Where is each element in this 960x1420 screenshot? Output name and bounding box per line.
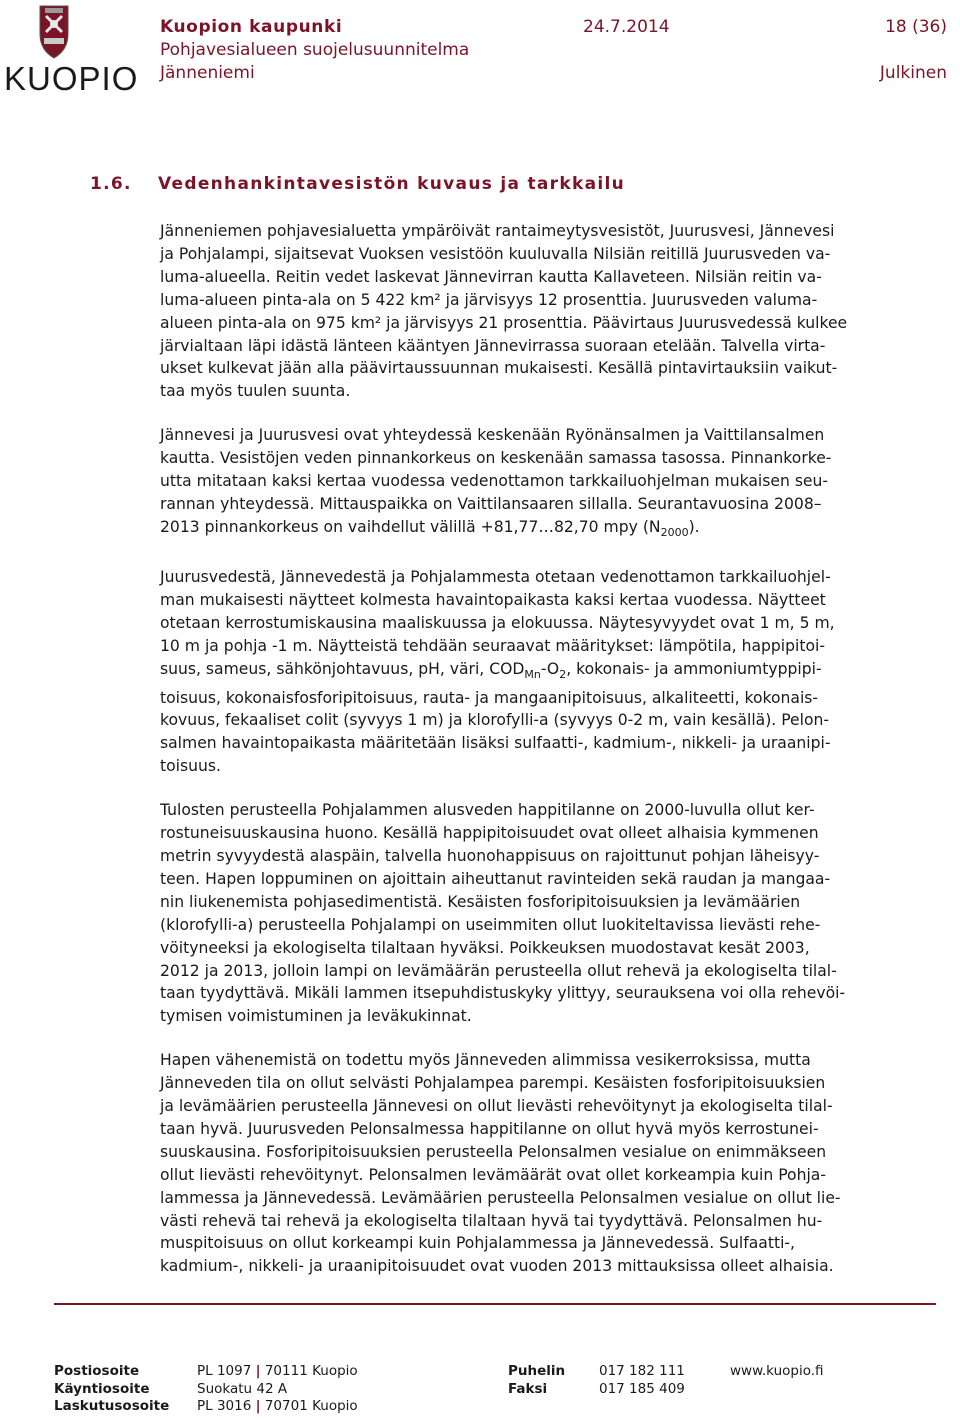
logo-wordmark: KUOPIO <box>4 60 139 97</box>
text-line: otetaan kerrostumiskausina maaliskuussa ja elokuussa. Näytesyvyydet ovat 1 m, 5 m, <box>160 613 835 632</box>
billing-city: 70701 Kuopio <box>264 1398 358 1414</box>
footer-contact-values <box>599 1363 685 1398</box>
body-paragraph <box>160 1049 940 1278</box>
text-line: luma-alueella. Reitin vedet laskevat Jännevirran kautta Kallaveteen. Nilsiän reitin va- <box>160 267 822 286</box>
body-paragraph <box>160 220 940 403</box>
text-line: taa myös tuulen suunta. <box>160 382 351 401</box>
postal-label: Postiosoite <box>54 1363 140 1379</box>
text-line: nin liukenemista pohjasedimentistä. Kesäisten fosforipitoisuuksien ja levämäärien <box>160 892 801 911</box>
footer-divider <box>54 1303 936 1305</box>
text-line: taan hyvä. Juurusveden Pelonsalmessa happitilanne on ollut hyvä myös kerrostunei- <box>160 1119 819 1138</box>
phone-number: 017 182 111 <box>599 1363 685 1379</box>
section-number: 1.6. <box>90 174 132 194</box>
text-line: kovuus, fekaaliset colit (syvyys 1 m) ja klorofylli-a (syvyys 0-2 m, vain kesällä). Pelon- <box>160 711 830 730</box>
city-crest-icon <box>34 4 74 60</box>
text-line: toisuus, kokonaisfosforipitoisuus, rauta- ja mangaanipitoisuus, alkaliteetti, kokonais- <box>160 688 819 707</box>
text-line: Jänneniemen pohjavesialuetta ympäröivät rantaimeytysvesistöt, Juurusvesi, Jännevesi <box>160 222 835 240</box>
website-link[interactable]: www.kuopio.fi <box>730 1363 824 1379</box>
text-line: metrin syvyydestä alaspäin, talvella huonohappisuus on rajoittunut pohjan läheisyy- <box>160 846 820 865</box>
text-line: ollut lievästi rehevöitynyt. Pelonsalmen levämäärät ovat ollet korkeampia kuin Pohja- <box>160 1165 826 1184</box>
text-line: ja Pohjalampi, sijaitsevat Vuoksen vesistöön kuuluvalla Nilsiän reitillä Juurusveden va- <box>160 244 831 263</box>
text-line: ukset kulkevat jään alla päävirtaussuunnan mukaisesti. Kesällä pintavirtauksiin vaikut- <box>160 359 838 378</box>
document-date: 24.7.2014 <box>583 17 670 37</box>
text-line: lammessa ja Jännevedessä. Levämäärien perusteella Pelonsalmen vesialue on ollut lie- <box>160 1188 841 1207</box>
text-line: teen. Hapen loppuminen on ajoittain aiheuttanut ravinteiden sekä raudan ja mangaa- <box>160 869 831 888</box>
fax-label: Faksi <box>508 1380 548 1397</box>
body-paragraph <box>160 799 940 1028</box>
visit-label: Käyntiosoite <box>54 1380 150 1397</box>
billing-label: Laskutusosoite <box>54 1398 170 1414</box>
text-line: Jänneveden tila on ollut selvästi Pohjalampea parempi. Kesäisten fosforipitoisuuksien <box>160 1074 826 1093</box>
text-line: Juurusvedestä, Jännevedestä ja Pohjalammesta otetaan vedenottamon tarkkailuohjel- <box>160 567 831 586</box>
footer-addresses: PL 1097 | 70111 Kuopio Suokatu 42 A PL 3016 | 70701 Kuopio <box>197 1363 358 1414</box>
text-line: 2013 pinnankorkeus on vaihdellut välillä +81,77…82,70 mpy $(N_{2000})$. <box>160 517 700 539</box>
postal-box: PL 1097 <box>197 1363 252 1379</box>
classification-label: Julkinen <box>879 63 947 83</box>
text-line: man mukaisesti näytteet kolmesta havaintopaikasta kaksi kertaa vuodessa. Näytteet <box>160 590 826 609</box>
page-number: 18 (36) <box>885 17 947 37</box>
text-line: salmen havaintopaikasta määritetään lisäksi sulfaatti-, kadmium-, nikkeli- ja uraanipi- <box>160 734 831 753</box>
text-line: 2012 ja 2013, jolloin lampi on levämäärän perusteella ollut rehevä ja ekologiselta tilal- <box>160 961 837 980</box>
body-paragraph <box>160 424 940 545</box>
footer-contact-labels <box>508 1363 565 1398</box>
text-line: vöityneeksi ja ekologiselta tilaltaan hyväksi. Poikkeuksen muodostavat kesät 2003, <box>160 938 810 957</box>
text-line: utta mitataan kaksi kertaa vuodessa vedenottamon tarkkailuohjelman mukaisen seu- <box>160 472 829 491</box>
text-line: suuskausina. Fosforipitoisuuksien perusteella Pelonsalmen vesialue on enimmäkseen <box>160 1142 827 1161</box>
text-line: (klorofylli-a) perusteella Pohjalampi on useimmiten ollut luokiteltavissa lievästi rehe- <box>160 915 821 934</box>
organization-name: Kuopion kaupunki <box>160 17 343 37</box>
phone-label: Puhelin <box>508 1363 566 1379</box>
text-line: tymisen voimistuminen ja leväkukinnat. <box>160 1007 472 1026</box>
fax-number: 017 185 409 <box>599 1380 685 1397</box>
text-line: suus, sameus, sähkönjohtavuus, pH, väri, $COD_{Mn}-O_2$, kokonais- ja ammoniumtyppipi- <box>160 659 822 681</box>
postal-city: 70111 Kuopio <box>264 1363 358 1379</box>
text-line: Hapen vähenemistä on todettu myös Jänneveden alimmissa vesikerroksissa, mutta <box>160 1051 811 1070</box>
text-line: ja levämäärien perusteella Jännevesi on ollut lievästi rehevöitynyt ja ekologiselta tilal- <box>160 1097 833 1116</box>
document-subtitle: Pohjavesialueen suojelusuunnitelma <box>160 40 470 60</box>
section-title: Vedenhankintavesistön kuvaus ja tarkkailu <box>158 174 626 194</box>
area-name: Jänneniemi <box>160 63 255 83</box>
text-line: muspitoisuus on ollut korkeampi kuin Pohjalammessa ja Jännevedessä. Sulfaatti-, <box>160 1234 795 1253</box>
billing-box: PL 3016 <box>197 1398 252 1414</box>
text-line: taan tyydyttävä. Mikäli lammen itsepuhdistuskyky ylittyy, seurauksena voi olla rehevöi- <box>160 984 846 1003</box>
body-paragraph <box>160 566 940 778</box>
text-line: Tulosten perusteella Pohjalammen alusveden happitilanne on 2000-luvulla ollut ker- <box>160 801 815 820</box>
text-line: västi rehevä tai rehevä ja ekologiselta tilaltaan hyvä tai tyydyttävä. Pelonsalmen hu- <box>160 1211 823 1230</box>
kuopio-logo <box>4 4 139 97</box>
visit-address: Suokatu 42 A <box>197 1380 288 1397</box>
body-text <box>160 220 940 1299</box>
text-line: rannan yhteydessä. Mittauspaikka on Vaittilansaaren sillalla. Seurantavuosina 2008– <box>160 494 822 513</box>
text-line: luma-alueen pinta-ala on 5 422 km² ja järvisyys 12 prosenttia. Juurusveden valuma- <box>160 290 818 309</box>
footer-labels <box>54 1363 169 1416</box>
text-line: alueen pinta-ala on 975 km² ja järvisyys 21 prosenttia. Päävirtaus Juurusvedessä kulkee <box>160 313 848 332</box>
section-heading <box>90 174 625 194</box>
text-line: toisuus. <box>160 757 221 776</box>
text-line: kadmium-, nikkeli- ja uraanipitoisuudet ovat vuoden 2013 mittauksissa olleet alhaisia. <box>160 1257 834 1276</box>
text-line: 10 m ja pohja -1 m. Näytteistä tehdään seuraavat määritykset: lämpötila, happipitoi- <box>160 636 825 655</box>
text-line: järvialtaan läpi idästä länteen kääntyen Jännevirrassa suoraan etelään. Talvella virta- <box>160 336 826 355</box>
text-line: kautta. Vesistöjen veden pinnankorkeus on keskenään samassa tasossa. Pinnankorke- <box>160 449 832 468</box>
text-line: rostuneisuuskausina huono. Kesällä happipitoisuudet ovat olleet alhaisia kymmenen <box>160 824 819 843</box>
text-line: Jännevesi ja Juurusvesi ovat yhteydessä keskenään Ryönänsalmen ja Vaittilansalmen <box>160 426 825 445</box>
